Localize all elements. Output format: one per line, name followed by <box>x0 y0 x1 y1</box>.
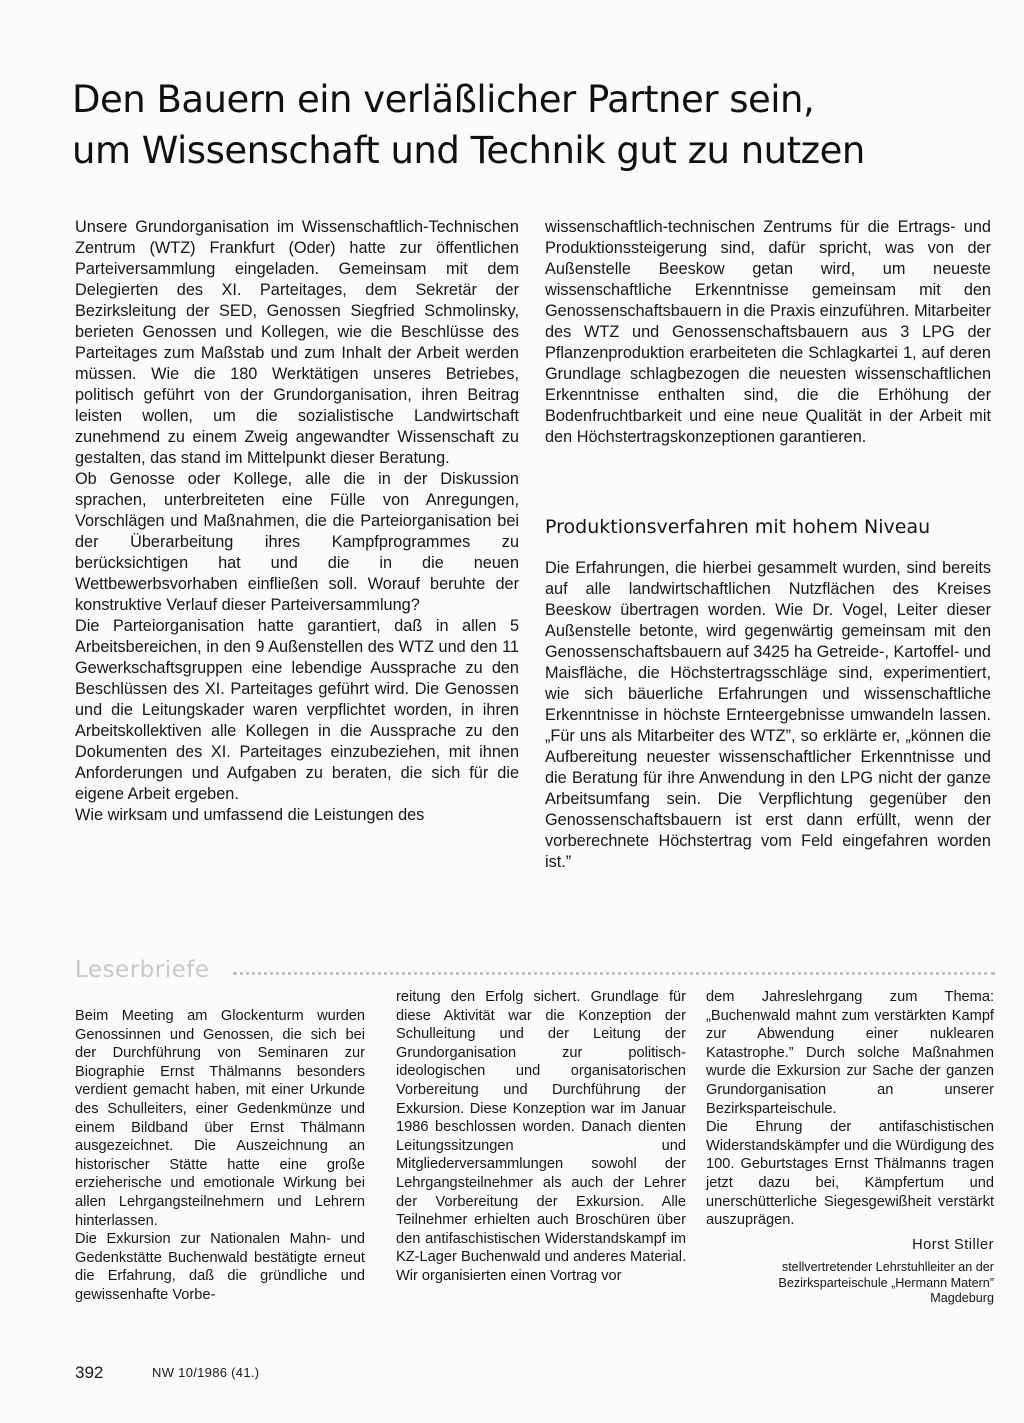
author-role-line: stellvertretender Lehrstuhlleiter an der <box>781 1260 994 1275</box>
letter-author-role <box>706 1260 994 1307</box>
headline-line-1: Den Bauern ein verläßlicher Partner sein, <box>72 78 815 121</box>
article-paragraph: Die Parteiorganisation hatte garantiert, daß in allen 5 Arbeitsbereichen, in den 9 Außenstellen des WTZ und den 11 Gewerkschaftsgruppen eine lebendige Aussprache zu den Beschlüssen des XI. Parteitages geführt wird. Die Genossen und die Leitungskader waren verpflichtet worden, in ihren Arbeitskollektiven alle Kollegen in die Aussprache zu den Dokumenten des XI. Parteitages einzubeziehen, mit ihnen Anforderungen und Aufgaben zu beraten, die sich für die eigene Arbeit ergeben. <box>75 617 519 803</box>
article-paragraph: Ob Genosse oder Kollege, alle die in der Diskussion sprachen, unterbreiteten eine Fülle von Anregungen, Vorschlägen und Maßnahmen, die die Parteiorganisation bei der Überarbeitung ihres Kampfprogrammes zu berücksichtigen hat und die in die neuen Wettbewerbsvorhaben einfließen soll. Worauf beruhte der konstruktive Verlauf dieser Parteiversammlung? <box>75 470 519 614</box>
author-role-line: Bezirksparteischule „Hermann Matern” <box>778 1275 994 1290</box>
letter-paragraph: Die Exkursion zur Nationalen Mahn- und Gedenkstätte Buchenwald bestätigte erneut die Erfahrung, daß die gründliche und gewissenhafte Vorbe- <box>75 1231 365 1303</box>
letter-column-1 <box>75 1007 365 1305</box>
letter-author: Horst Stiller <box>912 1236 994 1253</box>
article-paragraph: Die Erfahrungen, die hierbei gesammelt wurden, sind bereits auf alle landwirtschaftlichen Nutzflächen des Kreises Beeskow übertragen worden. Wie Dr. Vogel, Leiter dieser Außenstelle betonte, wird gegenwärtig gemeinsam mit den Genossenschaftsbauern auf 3425 ha Getreide-, Kartoffel- und Maisfläche, die Höchstertragsschläge sind, experimentiert, wie sich bäuerliche Erfahrungen und wissenschaftliche Erkenntnisse in höchste Ernteergebnisse umwandeln lassen. „Für uns als Mitarbeiter des WTZ”, so erklärte er, „können die Aufbereitung neuester wissenschaftlicher Erkenntnisse und die Beratung für ihre Anwendung in den LPG nicht der ganze Arbeitsumfang sein. Die Verpflichtung gegenüber den Genossenschaftsbauern ist erst dann erfüllt, wenn der vorberechnete Höchstertrag vom Feld eingefahren worden ist.” <box>545 559 991 871</box>
article-column-1 <box>75 217 519 826</box>
letter-paragraph: reitung den Erfolg sichert. Grundlage für diese Aktivität war die Konzeption der Schulleitung und der Leitung der Grundorganisation zur politisch-ideologischen und organisatorischen Vorbereitung und Durchführung der Exkursion. Diese Konzeption war im Januar 1986 beschlossen worden. Danach dienten Leitungssitzungen und Mitgliederversammlungen sowohl der Lehrgangsteilnehmer als auch der Lehrer der Vorbereitung der Exkursion. Alle Teilnehmer erhielten auch Broschüren über den antifaschistischen Widerstandskampf im KZ-Lager Buchenwald und anderes Material. Wir organisierten einen Vortrag vor <box>396 989 686 1284</box>
letter-paragraph: dem Jahreslehrgang zum Thema: „Buchenwald mahnt zum verstärkten Kampf zur Abwendung einer nuklearen Katastrophe.” Durch solche Maßnahmen wurde die Exkursion zur Sache der ganzen Grundorganisation an unserer Bezirksparteischule. <box>706 989 994 1117</box>
page-number: 392 <box>75 1363 104 1382</box>
article-paragraph: Unsere Grundorganisation im Wissenschaftlich-Technischen Zentrum (WTZ) Frankfurt (Oder) hatte zur öffentlichen Parteiversammlung eingeladen. Gemeinsam mit dem Delegierten des XI. Parteitages, dem Sekretär der Bezirksleitung der SED, Genossen Siegfried Schmolinsky, berieten Genossen und Kollegen, wie die Beschlüsse des Parteitages zum Maßstab und zum Inhalt der Arbeit werden müssen. Wie die 180 Werktätigen unseres Betriebes, politisch geführt von der Grundorganisation, ihren Beitrag leisten wollen, um die sozialistische Landwirtschaft zunehmend zu einem Zweig angewandter Wissenschaft zu gestalten, das stand im Mittelpunkt dieser Beratung. <box>75 218 519 467</box>
article-paragraph: wissenschaftlich-technischen Zentrums für die Ertrags- und Produktionssteigerung sind, dafür spricht, was von der Außenstelle Beeskow getan wird, um neueste wissenschaftliche Erkenntnisse gemeinsam mit den Genossenschaftsbauern in die Praxis einzuführen. Mitarbeiter des WTZ und Genossenschaftsbauern aus 3 LPG der Pflanzenproduktion erarbeiteten die Schlagkartei 1, auf deren Grundlage schlagbezogen die neuesten wissenschaftlichen Erkenntnisse enthalten sind, die die Erhöhung der Bodenfruchtbarkeit und eine neue Qualität in der Arbeit mit den Höchstertragskonzeptionen garantieren. <box>545 218 991 446</box>
letter-column-3 <box>706 988 994 1307</box>
article-column-2-bottom <box>545 558 991 873</box>
letters-rubric <box>75 956 995 986</box>
headline-line-2: um Wissenschaft und Technik gut zu nutzen <box>72 129 865 172</box>
letter-paragraph: Die Ehrung der antifaschistischen Widerstandskämpfer und die Würdigung des 100. Geburtstages Ernst Thälmanns tragen jetzt dazu bei, Kämpfertum und unerschütterliche Siegesgewißheit verstärkt auszuprägen. <box>706 1119 994 1229</box>
rubric-label: Leserbriefe <box>75 957 210 983</box>
article-column-2-top <box>545 217 991 448</box>
letter-paragraph: Beim Meeting am Glockenturm wurden Genossinnen und Genossen, die sich bei der Durchführung von Seminaren zur Biographie Ernst Thälmanns besonders verdient gemacht haben, mit einer Urkunde des Schulleiters, einer Gedenkmünze und einem Bildband über Ernst Thälmann ausgezeichnet. Die Auszeichnung an historischer Stätte hatte eine große erzieherische und emotionale Wirkung bei allen Lehrgangsteilnehmern und Lehrern hinterlassen. <box>75 1008 365 1229</box>
article-paragraph: Wie wirksam und umfassend die Leistungen des <box>75 806 425 824</box>
rubric-dotted-divider <box>233 972 995 975</box>
author-role-line: Magdeburg <box>930 1291 994 1306</box>
issue-reference: NW 10/1986 (41.) <box>152 1365 260 1380</box>
article-subheading: Produktionsverfahren mit hohem Niveau <box>545 516 931 538</box>
article-headline <box>72 74 992 176</box>
letter-column-2 <box>396 988 686 1286</box>
